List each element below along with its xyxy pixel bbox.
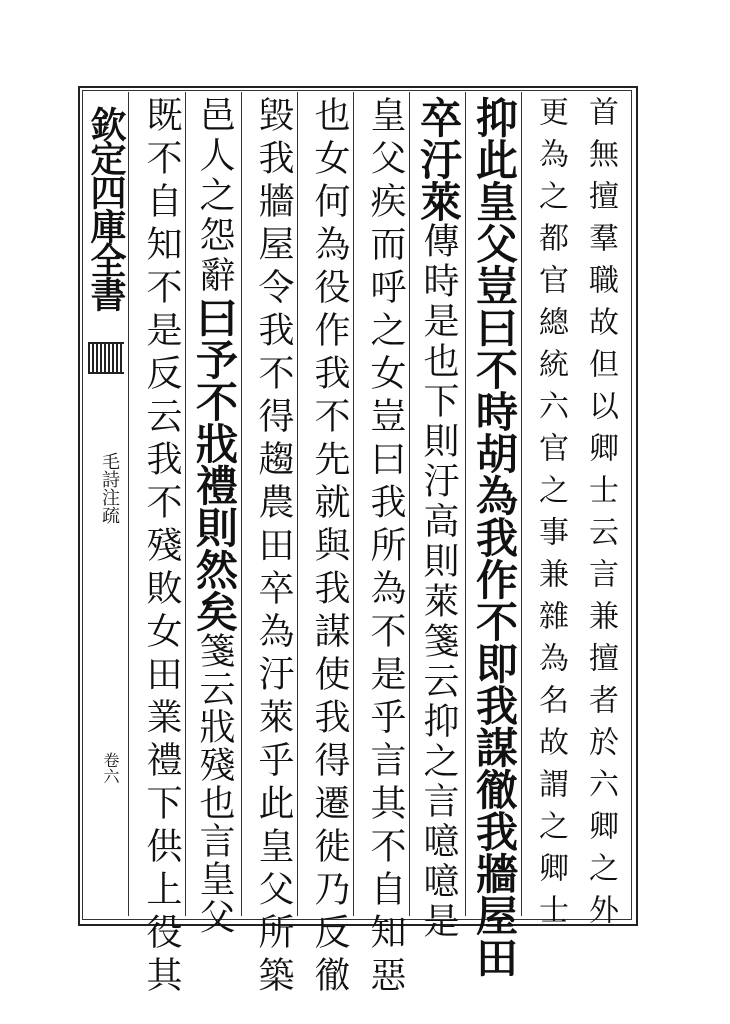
column-rule xyxy=(297,92,298,916)
main-text-fragment: 卒汙萊 xyxy=(414,96,463,222)
commentary-column-9: 既不自知不是反云我不殘敗女田業禮下供上役其 xyxy=(141,96,182,999)
book-title: 毛詩注疏 xyxy=(99,452,120,524)
commentary-column-6: 也女何為役作我不先就與我謀使我得遷徙乃反徹 xyxy=(309,96,350,999)
commentary-column-7: 毀我牆屋令我不得趨農田卒為汙萊乎此皇父所築 xyxy=(253,96,294,999)
page-number: 卷六 xyxy=(101,752,120,784)
commentary-column-5: 皇父疾而呼之女豈曰我所為不是乎言其不自知惡 xyxy=(365,96,406,999)
main-text-fragment: 曰予不戕禮則然矣 xyxy=(190,296,239,632)
commentary-column-1: 首無擅羣職故但以卿士云言兼擅者於六卿之外 xyxy=(583,96,618,936)
column-rule xyxy=(409,92,410,916)
mixed-column-4 xyxy=(414,96,463,942)
mixed-column-8 xyxy=(190,96,239,936)
margin-strip xyxy=(84,92,129,916)
column-rule xyxy=(241,92,242,916)
column-rule xyxy=(353,92,354,916)
collection-title: 欽定四庫全書 xyxy=(85,106,127,310)
page-frame xyxy=(78,86,638,999)
text-columns xyxy=(128,92,630,999)
column-rule xyxy=(465,92,466,916)
commentary-fragment: 箋云戕殘也言皇父 xyxy=(194,632,235,936)
commentary-fragment: 傳時是也下則汙高則萊箋云抑之言噫噫是 xyxy=(418,222,459,942)
commentary-column-2: 更為之都官總統六官之事兼雜為名故謂之卿士 xyxy=(533,96,568,936)
column-rule xyxy=(521,92,522,916)
main-text-column-3: 抑此皇父豈曰不時胡為我作不即我謀徹我牆屋田 xyxy=(470,96,519,978)
column-rule xyxy=(185,92,186,916)
commentary-fragment: 邑人之怨辭 xyxy=(194,96,235,296)
fish-tail-ornament xyxy=(88,342,124,374)
